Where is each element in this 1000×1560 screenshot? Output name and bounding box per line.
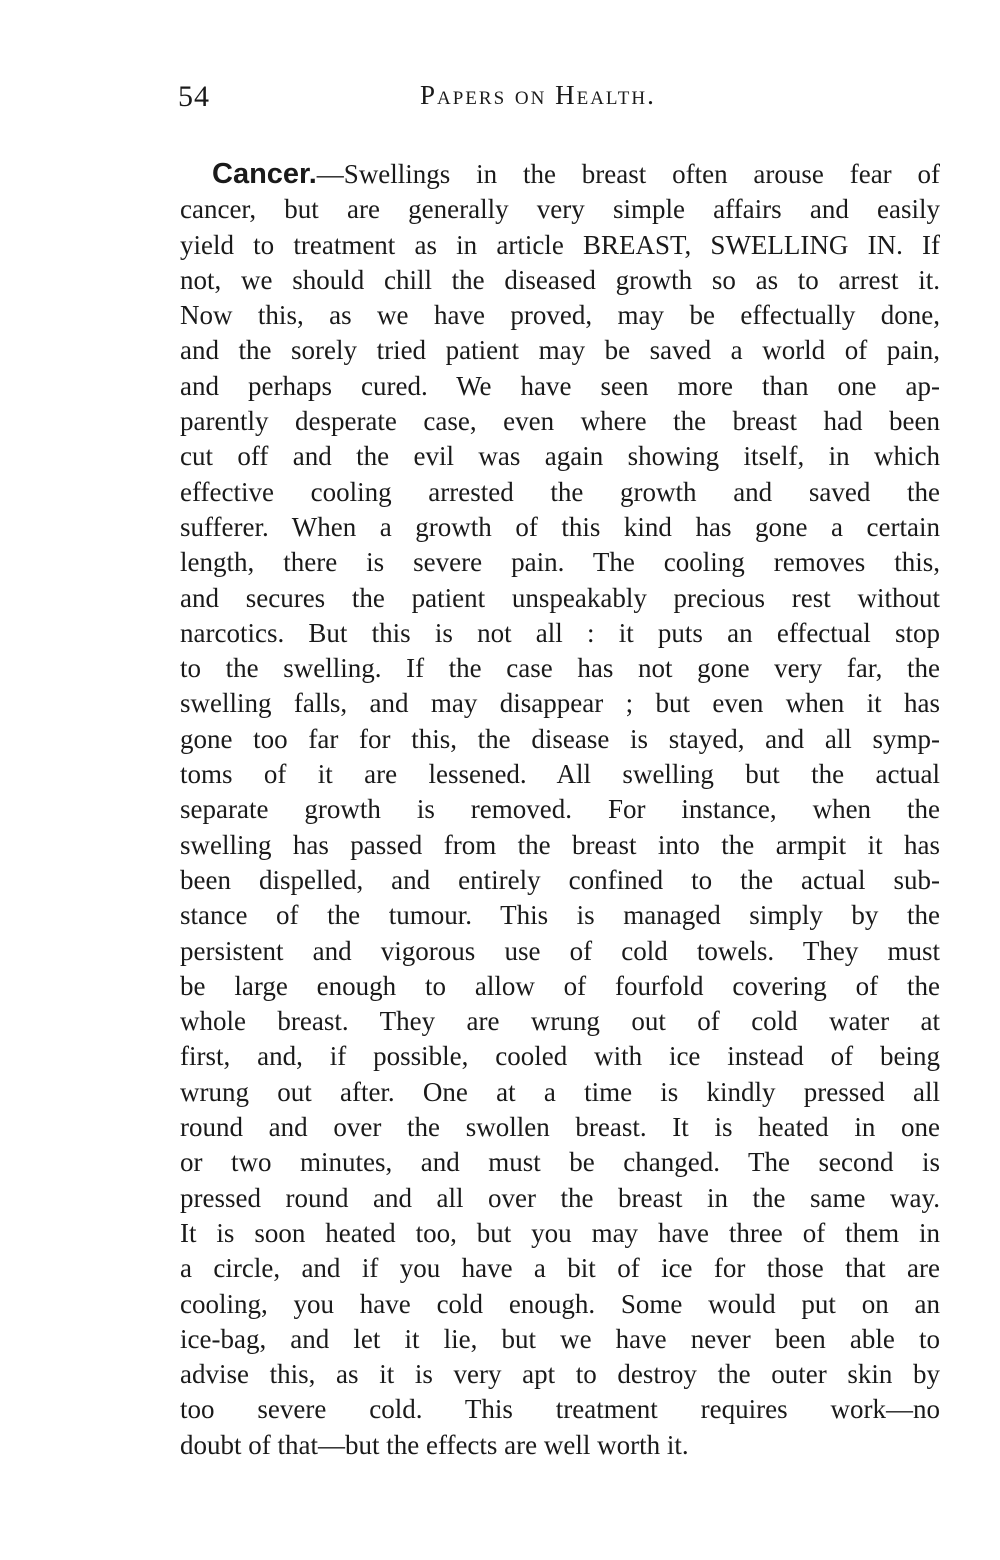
- text-line: doubt of that—but the effects are well worth it.: [180, 1429, 689, 1460]
- text-line: cooling, you have cold enough. Some would put on an: [180, 1288, 940, 1319]
- text-line: yield to treatment as in article BREAST, SWELLING IN. If: [180, 229, 940, 260]
- text-line: swelling has passed from the breast into the armpit it has: [180, 829, 940, 860]
- text-line: or two minutes, and must be changed. The second is: [180, 1147, 940, 1178]
- running-title: Papers on Health.: [420, 80, 656, 110]
- text-line: and secures the patient unspeakably precious rest without: [180, 582, 940, 613]
- text-line: cancer, but are generally very simple affairs and easily: [180, 194, 940, 225]
- text-line: parently desperate case, even where the breast had been: [180, 406, 940, 437]
- text-line: sufferer. When a growth of this kind has gone a certain: [180, 511, 940, 542]
- text-line: cut off and the evil was again showing itself, in which: [180, 441, 940, 472]
- text-line: narcotics. But this is not all : it puts an effectual stop: [180, 617, 940, 648]
- text-line: a circle, and if you have a bit of ice for those that are: [180, 1253, 940, 1284]
- text-line: toms of it are lessened. All swelling but the actual: [180, 759, 940, 790]
- page-header: [178, 80, 940, 124]
- text-line: and perhaps cured. We have seen more than one ap-: [180, 370, 940, 401]
- text-line: swelling falls, and may disappear ; but even when it has: [180, 688, 940, 719]
- text-line: advise this, as it is very apt to destroy the outer skin by: [180, 1359, 940, 1390]
- text-line: effective cooling arrested the growth and saved the: [180, 476, 940, 507]
- text-line: be large enough to allow of fourfold covering of the: [180, 970, 940, 1001]
- text-line: gone too far for this, the disease is stayed, and all symp-: [180, 723, 940, 754]
- text-line: round and over the swollen breast. It is heated in one: [180, 1112, 940, 1143]
- article-headword: Cancer.: [212, 158, 317, 190]
- page-number: 54: [178, 80, 210, 113]
- text-line: first, and, if possible, cooled with ice instead of being: [180, 1041, 940, 1072]
- text-line: pressed round and all over the breast in the same way.: [180, 1182, 940, 1213]
- text-line: ice-bag, and let it lie, but we have never been able to: [180, 1323, 940, 1354]
- article-cancer: [180, 157, 940, 1463]
- text-line: wrung out after. One at a time is kindly pressed all: [180, 1076, 940, 1107]
- text-line: separate growth is removed. For instance, when the: [180, 794, 940, 825]
- text-line: It is soon heated too, but you may have three of them in: [180, 1217, 940, 1248]
- text-line: stance of the tumour. This is managed simply by the: [180, 900, 940, 931]
- text-line: persistent and vigorous use of cold towels. They must: [180, 935, 940, 966]
- text-line: to the swelling. If the case has not gone very far, the: [180, 653, 940, 684]
- text-line: been dispelled, and entirely confined to the actual sub-: [180, 864, 940, 895]
- text-line: Now this, as we have proved, may be effectually done,: [180, 300, 940, 331]
- text-line: whole breast. They are wrung out of cold water at: [180, 1006, 940, 1037]
- text-line: length, there is severe pain. The cooling removes this,: [180, 547, 940, 578]
- text-line: too severe cold. This treatment requires work—no: [180, 1394, 940, 1425]
- text-line: Cancer.—Swellings in the breast often arouse fear of: [212, 158, 940, 190]
- text-line: not, we should chill the diseased growth so as to arrest it.: [180, 264, 940, 295]
- text-line: and the sorely tried patient may be saved a world of pain,: [180, 335, 940, 366]
